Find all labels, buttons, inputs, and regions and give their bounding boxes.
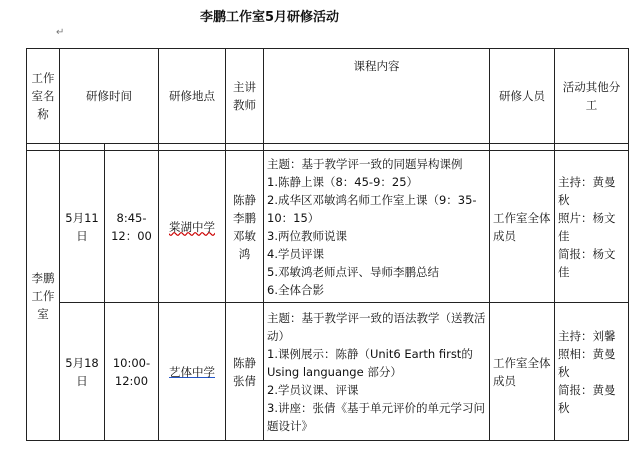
- header-place: 研修地点: [159, 49, 226, 144]
- lecturer-cell: 陈静张倩: [226, 303, 264, 441]
- spacer-cell: [555, 144, 629, 151]
- content-item: 3.两位教师说课: [267, 228, 347, 243]
- participants-cell: 工作室全体成员: [490, 151, 555, 303]
- content-item: 5.邓敏鸿老师点评、导师李鹏总结: [267, 264, 439, 279]
- spacer-cell: [264, 144, 490, 151]
- division-item: 简报：杨文佳: [558, 246, 616, 279]
- place-cell: [159, 303, 226, 441]
- date-cell: 5月18日: [60, 303, 105, 441]
- division-item: 照相：黄曼秋: [558, 346, 616, 379]
- place-text: 棠湖中学: [169, 219, 215, 234]
- content-cell: [264, 303, 490, 441]
- content-item: 6.全体合影: [267, 282, 324, 297]
- division-item: 照片：杨文佳: [558, 210, 616, 243]
- table-row: [27, 303, 629, 441]
- time-cell: 8:45-12：00: [105, 151, 159, 303]
- header-studio-name: 工作室名称: [27, 49, 60, 144]
- content-item: 3.讲座：张倩《基于单元评价的单元学习问题设计》: [267, 400, 485, 433]
- schedule-table: [26, 48, 629, 441]
- header-row: [27, 49, 629, 144]
- content-cell: [264, 151, 490, 303]
- header-time: 研修时间: [60, 49, 159, 144]
- spacer-cell: [490, 144, 555, 151]
- content-item: 1.课例展示：陈静（Unit6 Earth first的 Using languange 部分）: [267, 346, 473, 379]
- spacer-cell: [27, 144, 60, 151]
- place-text: 艺体中学: [169, 364, 215, 379]
- lecturer-cell: 陈静李鹏邓敏鸿: [226, 151, 264, 303]
- document-title: 李鹏工作室5月研修活动: [200, 10, 340, 25]
- division-cell: [555, 303, 629, 441]
- date-cell: 5月11日: [60, 151, 105, 303]
- participants-cell: 工作室全体成员: [490, 303, 555, 441]
- spacer-cell: [105, 144, 159, 151]
- content-item: 2.成华区邓敏鸿名师工作室上课（9：35-10：15）: [267, 192, 477, 225]
- spacer-cell: [159, 144, 226, 151]
- spacer-cell: [226, 144, 264, 151]
- header-division: 活动其他分工: [555, 49, 629, 144]
- content-item: 4.学员评课: [267, 246, 324, 261]
- division-cell: [555, 151, 629, 303]
- place-cell: [159, 151, 226, 303]
- paragraph-mark: ↵: [56, 27, 65, 38]
- content-item: 2.学员议课、评课: [267, 382, 359, 397]
- content-item: 1.陈静上课（8：45-9：25）: [267, 174, 419, 189]
- header-lecturer: 主讲教师: [226, 49, 264, 144]
- studio-name-cell: 李鹏工作室: [27, 151, 60, 441]
- spacer-row: [27, 144, 629, 151]
- division-item: 简报：黄曼秋: [558, 382, 616, 415]
- spacer-cell: [60, 144, 105, 151]
- division-item: 主持：刘馨: [558, 328, 616, 343]
- content-theme: 主题：基于教学评一致的语法教学（送教活动）: [267, 310, 486, 343]
- header-participants: 研修人员: [490, 49, 555, 144]
- division-item: 主持：黄曼秋: [558, 174, 616, 207]
- time-cell: 10:00-12:00: [105, 303, 159, 441]
- content-theme: 主题：基于教学评一致的同题异构课例: [267, 156, 463, 171]
- table-row: [27, 151, 629, 303]
- header-content: 课程内容: [264, 49, 490, 144]
